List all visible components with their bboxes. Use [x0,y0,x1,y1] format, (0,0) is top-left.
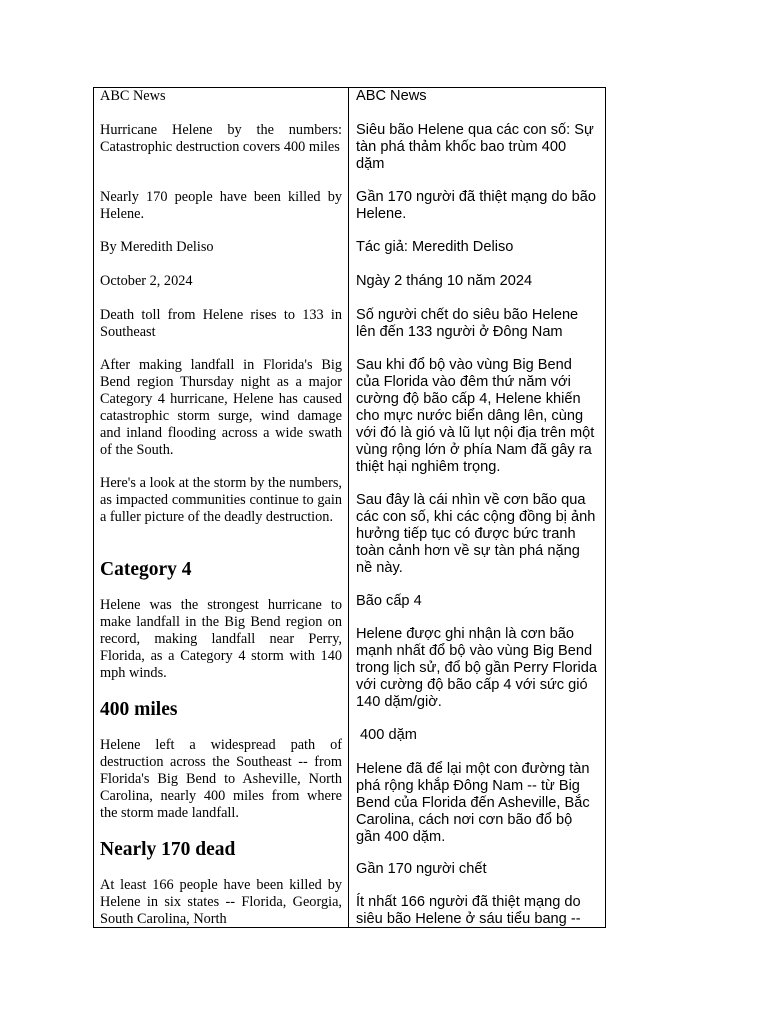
source-label: ABC News [100,88,166,104]
paragraph-category: Helene được ghi nhận là cơn bão mạnh nhất đổ bộ vào vùng Big Bend trong lịch sử, đổ bộ gần Perry Florida với cường độ bão cấp 4 với sức gió 140 dặm/giờ. [356,626,597,710]
headline: Hurricane Helene by the numbers: Catastrophic destruction covers 400 miles [100,122,342,155]
section-heading-category: Bão cấp 4 [356,593,422,609]
paragraph-dead: At least 166 people have been killed by Helene in six states -- Florida, Georgia, South Carolina, North [100,877,342,927]
source-label: ABC News [356,88,427,104]
section-heading-miles: 400 dặm [356,727,417,743]
subhead: Nearly 170 people have been killed by Helene. [100,189,342,222]
byline: Tác giả: Meredith Deliso [356,239,514,255]
date: Ngày 2 tháng 10 năm 2024 [356,273,533,289]
paragraph-dead: Ít nhất 166 người đã thiệt mạng do siêu bão Helene ở sáu tiểu bang -- [356,894,581,927]
vietnamese-column [356,88,598,927]
section-heading-miles: 400 miles [100,699,178,720]
paragraph-landfall: After making landfall in Florida's Big Bend region Thursday night as a major Category 4 hurricane, Helene has caused catastrophic storm surge, wind damage and inland flooding across a wide swath of the South. [100,357,342,458]
byline: By Meredith Deliso [100,239,214,255]
section-heading-dead: Nearly 170 dead [100,839,236,860]
paragraph-overview: Sau đây là cái nhìn về cơn bão qua các con số, khi các cộng đồng bị ảnh hưởng tiếp tục có được bức tranh toàn cảnh hơn về sự tàn phá nặng nề này. [356,492,596,576]
headline: Siêu bão Helene qua các con số: Sự tàn phá thảm khốc bao trùm 400 dặm [356,122,594,172]
paragraph-category: Helene was the strongest hurricane to make landfall in the Big Bend region on record, making landfall near Perry, Florida, as a Category 4 storm with 140 mph winds. [100,597,342,681]
paragraph-miles: Helene đã để lại một con đường tàn phá rộng khắp Đông Nam -- từ Big Bend của Florida đến Asheville, Bắc Carolina, cách nơi cơn bão đổ bộ gần 400 dặm. [356,761,590,845]
section-heading-category: Category 4 [100,559,192,580]
paragraph-miles: Helene left a widespread path of destruction across the Southeast -- from Florida's Big Bend to Asheville, North Carolina, nearly 400 miles from where the storm made landfall. [100,737,342,821]
english-column [100,88,342,927]
update-line: Số người chết do siêu bão Helene lên đến 133 người ở Đông Nam [356,307,579,340]
paragraph-landfall: Sau khi đổ bộ vào vùng Big Bend của Florida vào đêm thứ năm với cường độ bão cấp 4, Helene khiến cho mực nước biển dâng lên, cùng với đó là gió và lũ lụt nội địa trên một vùng rộng lớn ở phía Nam đã gây ra thiệt hại nghiêm trọng. [356,357,595,475]
subhead: Gần 170 người đã thiệt mạng do bão Helene. [356,189,597,222]
paragraph-overview: Here's a look at the storm by the numbers, as impacted communities continue to gain a fuller picture of the deadly destruction. [100,475,342,525]
date: October 2, 2024 [100,273,193,289]
column-divider [348,88,349,927]
bilingual-table [93,87,606,928]
section-heading-dead: Gần 170 người chết [356,861,487,877]
update-line: Death toll from Helene rises to 133 in Southeast [100,307,342,340]
